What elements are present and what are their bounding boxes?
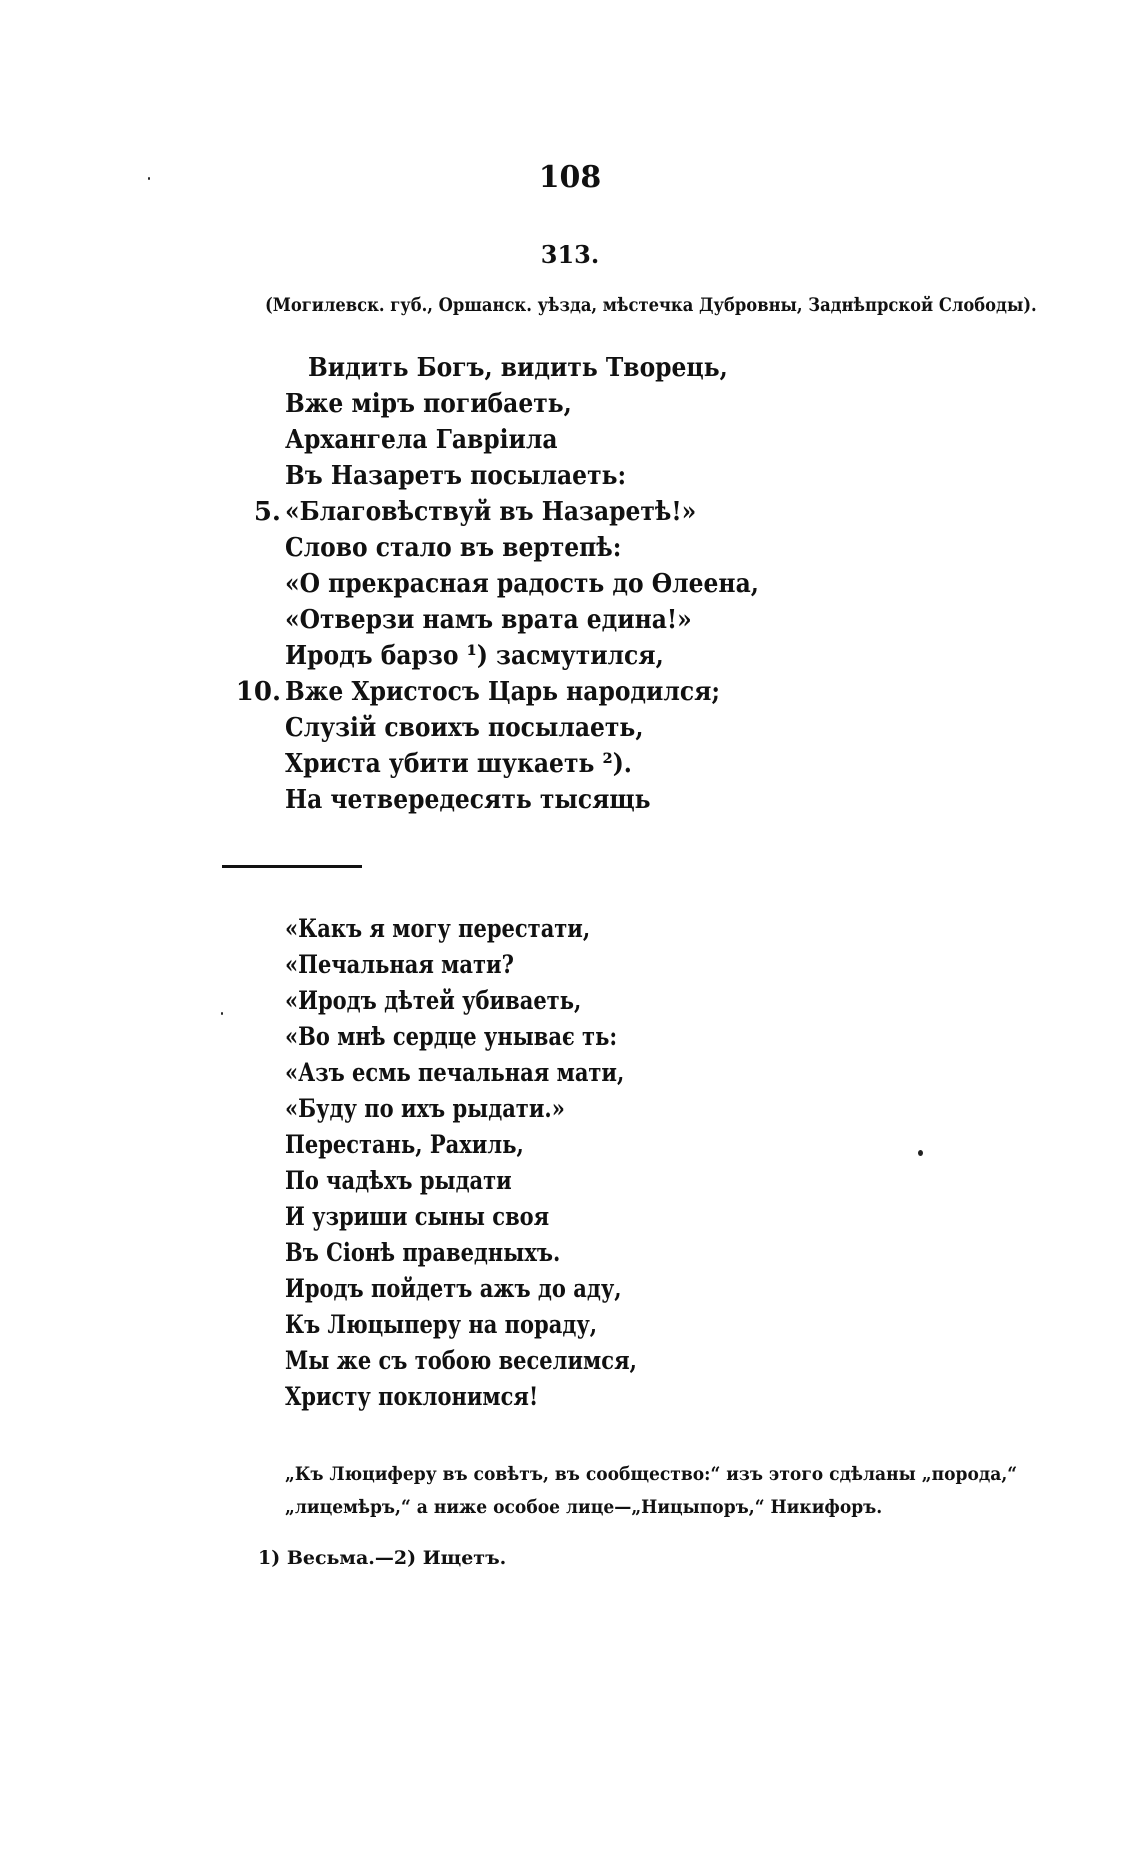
- verse-line: «О прекрасная радость до Ѳлеена,: [285, 569, 759, 599]
- verse-line: Христу поклонимся!: [285, 1382, 539, 1411]
- verse-line: По чадѣхъ рыдати: [285, 1166, 512, 1195]
- line-number: 10.: [235, 677, 281, 707]
- verse-line: «Благовѣствуй въ Назаретѣ!»: [285, 497, 697, 527]
- verse-line: Мы же съ тобою веселимся,: [285, 1346, 637, 1375]
- verse-line: «Буду по ихъ рыдати.»: [285, 1094, 565, 1123]
- verse-line: Иродъ пойдетъ ажъ до аду,: [285, 1274, 622, 1303]
- verse-line: Перестань, Рахиль,: [285, 1130, 524, 1159]
- verse-line: Слузій своихъ посылаеть,: [285, 713, 644, 743]
- verse-line: Вже міръ погибаеть,: [285, 389, 572, 419]
- commentary-line: „лицемѣръ,“ а ниже особое лице—„Ницыпоръ,“ Никифоръ.: [285, 1496, 883, 1518]
- verse-line: «Отверзи намъ врата едина!»: [285, 605, 692, 635]
- verse-line: «Печальная мати?: [285, 950, 514, 979]
- commentary-note: [285, 1458, 1018, 1524]
- verse-line: Слово стало въ вертепѣ:: [285, 533, 622, 563]
- verse-line: Къ Люцыперу на пораду,: [285, 1310, 598, 1339]
- verse-line: И узриши сыны своя: [285, 1202, 550, 1231]
- verse-line: Архангела Гавріила: [285, 425, 558, 455]
- page-number: 108: [538, 160, 602, 195]
- verse-line: Иродъ барзо ¹) засмутился,: [285, 641, 664, 671]
- verse-line: Христа убити шукаеть ²).: [285, 749, 632, 779]
- verse-line: Въ Назаретъ посылаеть:: [285, 461, 627, 491]
- scan-speck: [918, 1150, 923, 1156]
- scan-speck: [148, 177, 150, 180]
- verse-line: Вже Христосъ Царь народился;: [285, 677, 721, 707]
- source-note: (Могилевск. губ., Оршанск. уѣзда, мѣстечка Дубровны, Заднѣпрской Слободы).: [265, 294, 1037, 316]
- verse-line: Видить Богъ, видить Творець,: [308, 353, 728, 383]
- verse-line: На четвередесять тысящь: [285, 785, 651, 815]
- verse-line: «Какъ я могу перестати,: [285, 914, 591, 943]
- section-divider: [222, 865, 362, 868]
- verse-line: «Иродъ дѣтей убиваеть,: [285, 986, 582, 1015]
- verse-line: «Во мнѣ сердце уныває ть:: [285, 1022, 618, 1051]
- song-number: 313.: [540, 240, 600, 269]
- verse-line: «Азъ есмь печальная мати,: [285, 1058, 625, 1087]
- footnotes: 1) Весьма.—2) Ищетъ.: [258, 1547, 507, 1569]
- verse-line: Въ Сіонѣ праведныхъ.: [285, 1238, 561, 1267]
- scan-speck: [221, 1012, 223, 1015]
- line-number: 5.: [253, 497, 281, 527]
- commentary-line: „Къ Люциферу въ совѣтъ, въ сообщество:“ изъ этого сдѣланы „порода,“: [285, 1463, 1018, 1485]
